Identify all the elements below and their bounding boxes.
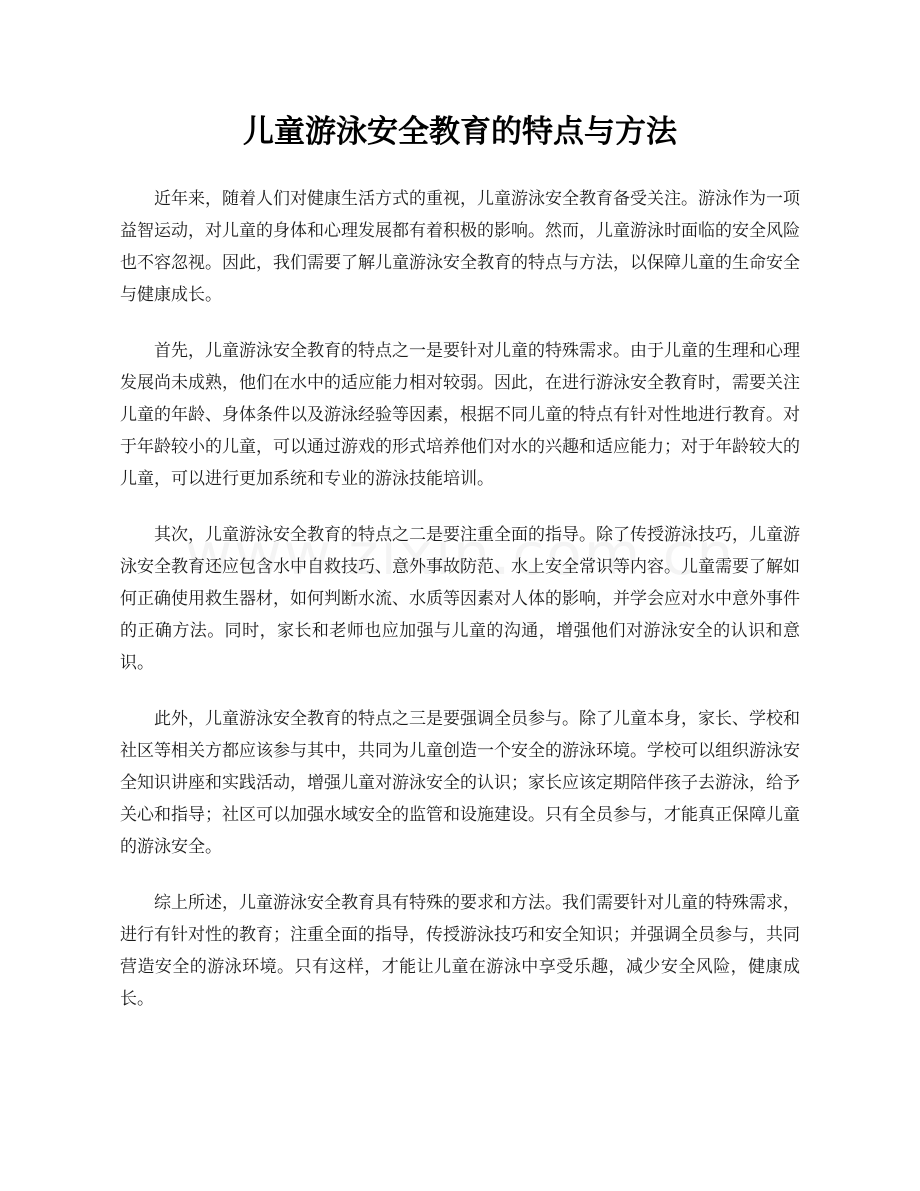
document-body [120,183,800,1039]
paragraph-first-feature: 首先，儿童游泳安全教育的特点之一是要针对儿童的特殊需求。由于儿童的生理和心理发展尚未成熟，他们在水中的适应能力相对较弱。因此，在进行游泳安全教育时，需要关注儿童的年龄、身体条件以及游泳经验等因素，根据不同儿童的特点有针对性地进行教育。对于年龄较小的儿童，可以通过游戏的形式培养他们对水的兴趣和适应能力；对于年龄较大的儿童，可以进行更加系统和专业的游泳技能培训。 [120,341,800,489]
paragraph-conclusion: 综上所述，儿童游泳安全教育具有特殊的要求和方法。我们需要针对儿童的特殊需求，进行有针对性的教育；注重全面的指导，传授游泳技巧和安全知识；并强调全员参与，共同营造安全的游泳环境。只有这样，才能让儿童在游泳中享受乐趣，减少安全风险，健康成长。 [120,893,800,1009]
paragraph-second-feature: 其次，儿童游泳安全教育的特点之二是要注重全面的指导。除了传授游泳技巧，儿童游泳安全教育还应包含水中自救技巧、意外事故防范、水上安全常识等内容。儿童需要了解如何正确使用救生器材，如何判断水流、水质等因素对人体的影响，并学会应对水中意外事件的正确方法。同时，家长和老师也应加强与儿童的沟通，增强他们对游泳安全的认识和意识。 [120,525,800,673]
document-title: 儿童游泳安全教育的特点与方法 [243,114,677,150]
paragraph-third-feature: 此外，儿童游泳安全教育的特点之三是要强调全员参与。除了儿童本身，家长、学校和社区等相关方都应该参与其中，共同为儿童创造一个安全的游泳环境。学校可以组织游泳安全知识讲座和实践活动，增强儿童对游泳安全的认识；家长应该定期陪伴孩子去游泳，给予关心和指导；社区可以加强水域安全的监管和设施建设。只有全员参与，才能真正保障儿童的游泳安全。 [120,709,800,857]
paragraph-intro: 近年来，随着人们对健康生活方式的重视，儿童游泳安全教育备受关注。游泳作为一项益智运动，对儿童的身体和心理发展都有着积极的影响。然而，儿童游泳时面临的安全风险也不容忽视。因此，我们需要了解儿童游泳安全教育的特点与方法，以保障儿童的生命安全与健康成长。 [120,189,800,305]
